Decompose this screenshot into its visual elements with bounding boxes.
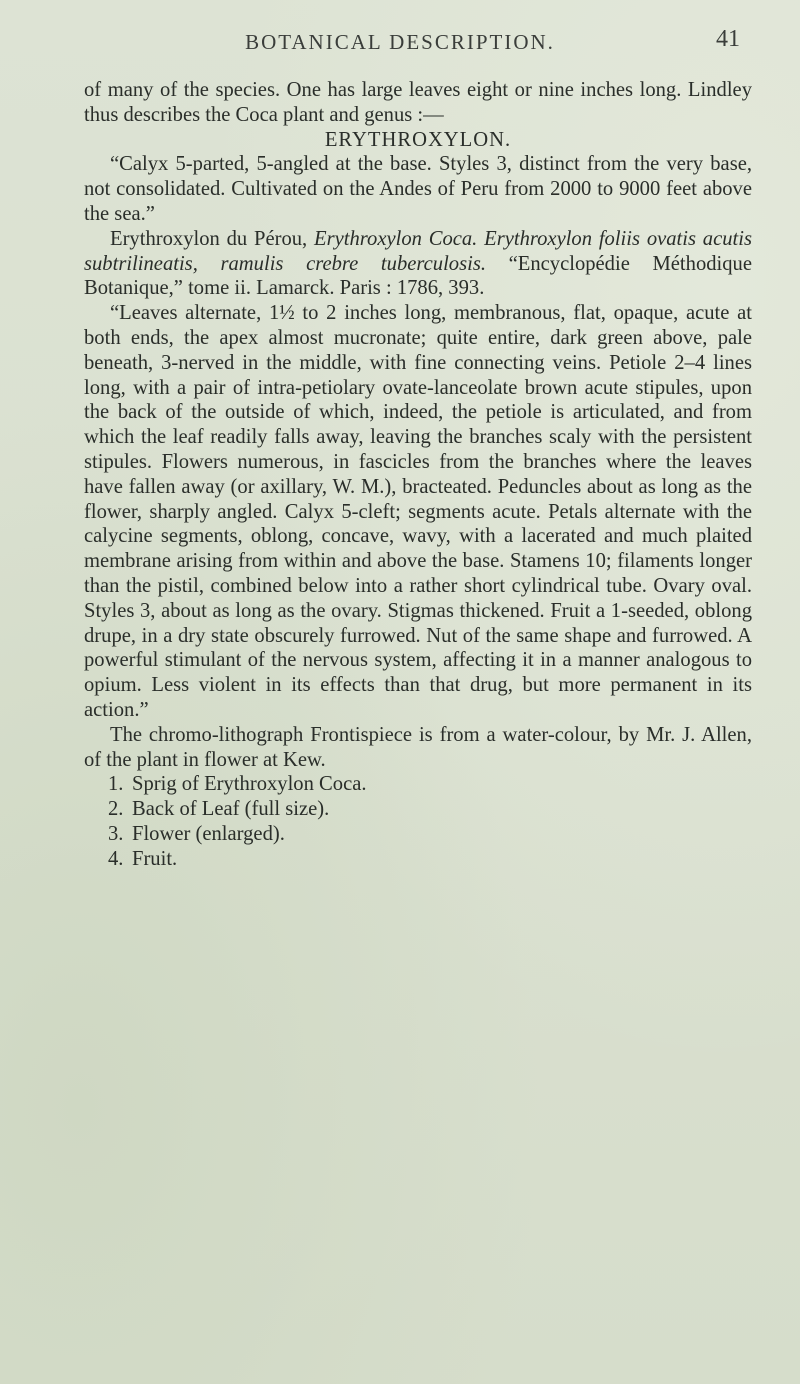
list-item-number: 2.	[108, 798, 124, 821]
list-item	[108, 822, 752, 847]
latin-name: Erythroxylon Coca. Erythroxylon foliis ovatis acutis subtrilineatis, ramulis crebre tuberculosis.	[84, 227, 753, 275]
list-item-number: 3.	[108, 822, 124, 845]
paragraph-description: “Leaves alternate, 1½ to 2 inches long, membranous, flat, opaque, acute at both ends, the apex almost mucronate; quite entire, dark green above, pale beneath, 3-nerved in the middle, with fine connecting veins. Petiole 2–4 lines long, with a pair of intra-petiolary ovate-lanceolate brown acute stipules, upon the back of the outside of which, indeed, the petiole is articulated, and from which the leaf readily falls away, leaving the branches scaly with the persistent stipules. Flowers numerous, in fascicles from the branches where the leaves have fallen away (or axillary, W. M.), bracteated. Peduncles about as long as the flower, sharply angled. Calyx 5-cleft; segments acute. Petals alternate with the calycine segments, oblong, concave, wavy, with a lacerated and much plaited membrane arising from within and above the base. Stamens 10; filaments longer than the pistil, combined below into a rather short cylindrical tube. Ovary oval. Styles 3, about as long as the ovary. Stigmas thickened. Fruit a 1-seeded, oblong drupe, in a dry state obscurely furrowed. Nut of the same shape and furrowed. A powerful stimulant of the nervous system, affecting it in a manner analogous to opium. Less violent in its effects than that drug, but more permanent in its action.”	[84, 302, 752, 721]
list-item-text: Sprig of Erythroxylon Coca.	[132, 773, 367, 796]
genus-heading: ERYTHROXYLON.	[324, 128, 512, 151]
page-number: 41	[716, 26, 740, 52]
list-item-number: 1.	[108, 773, 124, 796]
list-item-text: Fruit.	[132, 847, 178, 870]
list-item-text: Back of Leaf (full size).	[132, 798, 330, 821]
lamarck-intro: Erythroxylon du Pérou,	[110, 227, 315, 250]
paragraph-frontispiece: The chromo-lithograph Frontispiece is from a water-colour, by Mr. J. Allen, of the plant in flower at Kew.	[84, 723, 752, 771]
list-item	[108, 772, 752, 797]
page-header	[0, 22, 800, 62]
paragraph-lindley-quote: “Calyx 5-parted, 5-angled at the base. Styles 3, distinct from the very base, not consolidated. Cultivated on the Andes of Peru from 2000 to 9000 feet above the sea.”	[84, 153, 752, 225]
list-item	[108, 847, 752, 872]
list-item	[108, 797, 752, 822]
lamarck-citation: “Encyclopédie Méthodique Botanique,” tome ii. Lamarck. Paris : 1786, 393.	[84, 252, 752, 300]
running-head: BOTANICAL DESCRIPTION.	[245, 30, 555, 54]
list-item-text: Flower (enlarged).	[132, 822, 285, 845]
list-item-number: 4.	[108, 847, 124, 870]
page-body	[84, 78, 752, 872]
paragraph-lamarck	[84, 227, 752, 301]
paragraph-intro: of many of the species. One has large leaves eight or nine inches long. Lindley thus describes the Coca plant and genus :—	[84, 79, 752, 126]
plate-legend-list	[84, 772, 752, 871]
